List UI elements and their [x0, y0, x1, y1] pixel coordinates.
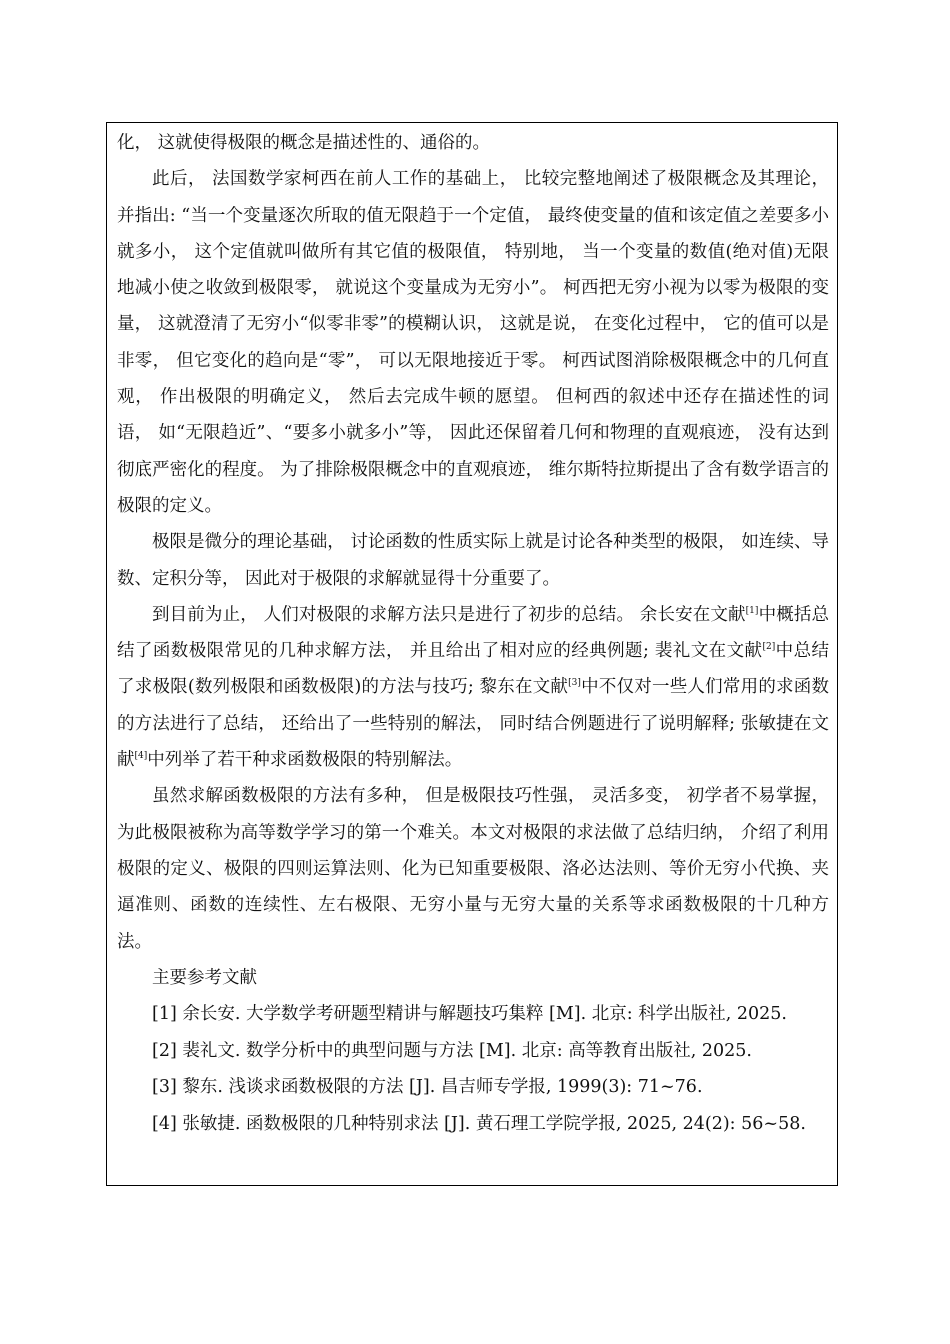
reference-item-4: [4] 张敏捷. 函数极限的几种特别求法 [J]. 黄石理工学院学报, 2025, 24(2): 56~58.	[152, 1113, 806, 1134]
paragraph-text: 此后， 法国数学家柯西在前人工作的基础上， 比较完整地阐述了极限概念及其理论， 并指出: “当一个变量逐次所取的值无限趋于一个定值， 最终使变量的值和该定值之差要多小就多小， 这个定值就叫做所有其它值的极限值， 特别地， 当一个变量的数值(绝对值)无限地减小使之收敛到极限零， 就说这个变量成为无穷小”。 柯西把无穷小视为以零为极限的变量， 这就澄清了无穷小“似零非零”的模糊认识， 这就是说， 在变化过程中， 它的值可以是非零， 但它变化的趋向是“零”， 可以无限地接近于零。 柯西试图消除极限概念中的几何直观， 作出极限的明确定义， 然后去完成牛顿的愿望。 但柯西的叙述中还存在描述性的词语， 如“无限趋近”、“要多小就多小”等， 因此还保留着几何和物理的直观痕迹， 没有达到彻底严密化的程度。 为了排除极限概念中的直观痕迹， 维尔斯特拉斯提出了含有数学语言的极限的定义。	[117, 169, 829, 516]
paragraph-text: 中总结了求极限(数列极限和函数极限)的方法与技巧; 黎东在文献	[117, 641, 829, 698]
body-paragraph	[117, 161, 829, 524]
reference-item-1: [1] 余长安. 大学数学考研题型精讲与解题技巧集粹 [M]. 北京: 科学出版社, 2025.	[152, 1004, 787, 1025]
document-frame	[106, 122, 838, 1186]
citation-superscript: [3]	[568, 678, 581, 689]
paragraph-text: 中概括总结了函数极限常见的几种求解方法， 并且给出了相对应的经典例题; 裴礼文在文献	[117, 604, 829, 662]
reference-item-2: [2] 裴礼文. 数学分析中的典型问题与方法 [M]. 北京: 高等教育出版社, 2025.	[152, 1040, 752, 1061]
paragraph-text: 化， 这就使得极限的概念是描述性的、通俗的。	[117, 133, 491, 153]
paragraph-text: 虽然求解函数极限的方法有多种， 但是极限技巧性强， 灵活多变， 初学者不易掌握， 为此极限被称为高等数学学习的第一个难关。本文对极限的求法做了总结归纳， 介绍了利用极限的定义、极限的四则运算法则、化为已知重要极限、洛必达法则、等价无穷小代换、夹逼准则、函数的连续性、左右极限、无穷小量与无穷大量的关系等求函数极限的十几种方法。	[117, 786, 829, 952]
body-paragraph	[117, 778, 829, 959]
paragraph-text: 中不仅对一些人们常用的求函数的方法进行了总结， 还给出了一些特别的解法， 同时结合例题进行了说明解释; 张敏捷在文献	[117, 677, 829, 771]
body-paragraph	[117, 597, 829, 778]
citation-superscript: [4]	[134, 751, 148, 762]
body-paragraphs	[117, 125, 829, 960]
paragraph-text: 中列举了若干种求函数极限的特别解法。	[147, 750, 463, 771]
paragraph-text: 极限是微分的理论基础， 讨论函数的性质实际上就是讨论各种类型的极限， 如连续、导数、定积分等， 因此对于极限的求解就显得十分重要了。	[117, 532, 829, 589]
body-paragraph	[117, 524, 829, 597]
paragraph-text: 到目前为止， 人们对极限的求解方法只是进行了初步的总结。 余长安在文献	[152, 604, 746, 625]
reference-item-3: [3] 黎东. 浅谈求函数极限的方法 [J]. 昌吉师专学报, 1999(3): 71~76.	[152, 1077, 703, 1098]
document-body	[117, 125, 829, 1142]
citation-superscript: [1]	[745, 605, 759, 616]
references-section	[117, 960, 829, 1142]
body-paragraph	[117, 125, 829, 161]
references-heading: 主要参考文献	[152, 967, 257, 988]
citation-superscript: [2]	[762, 642, 776, 653]
